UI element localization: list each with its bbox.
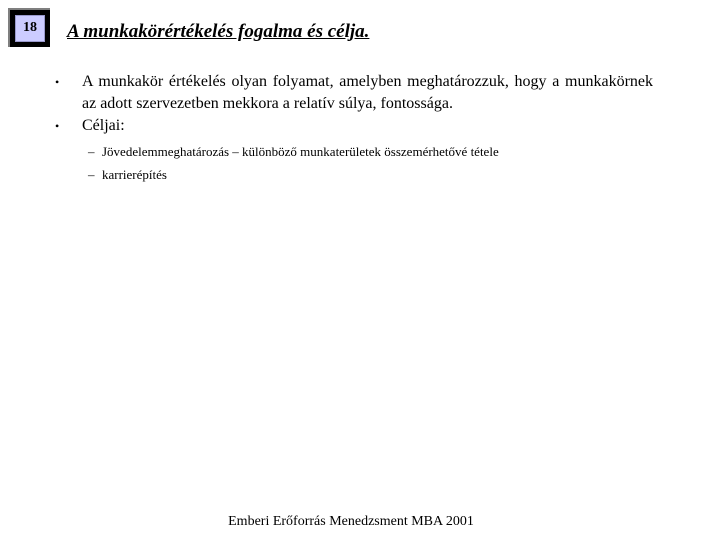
slide-title: A munkakörértékelés fogalma és célja. (67, 21, 370, 42)
sub-item-income (82, 140, 653, 163)
sub-item-career (82, 163, 653, 186)
bullet-list (55, 71, 653, 186)
bullet-item-definition (55, 71, 653, 115)
bullet-text-goals: Céljai: (82, 117, 125, 134)
sub-bullet-list (55, 140, 653, 186)
slide-number-box (8, 8, 50, 47)
dash-marker: – (88, 167, 95, 182)
sub-item-text-career: karrierépítés (102, 167, 167, 182)
bullet-text-definition: A munkakör értékelés olyan folyamat, amelyben meghatározzuk, hogy a munkakörnek az adott szervezetben mekkora a relatív súlya, fontossága. (82, 73, 653, 112)
bullet-marker: • (55, 119, 60, 133)
slide-number: 18 (15, 15, 45, 42)
sub-item-text-income: Jövedelemmeghatározás – különböző munkaterületek összemérhetővé tétele (102, 144, 499, 159)
bullet-marker: • (55, 75, 60, 89)
footer-text: Emberi Erőforrás Menedzsment MBA 2001 (228, 514, 474, 529)
dash-marker: – (88, 144, 95, 159)
bullet-item-goals (55, 115, 653, 137)
